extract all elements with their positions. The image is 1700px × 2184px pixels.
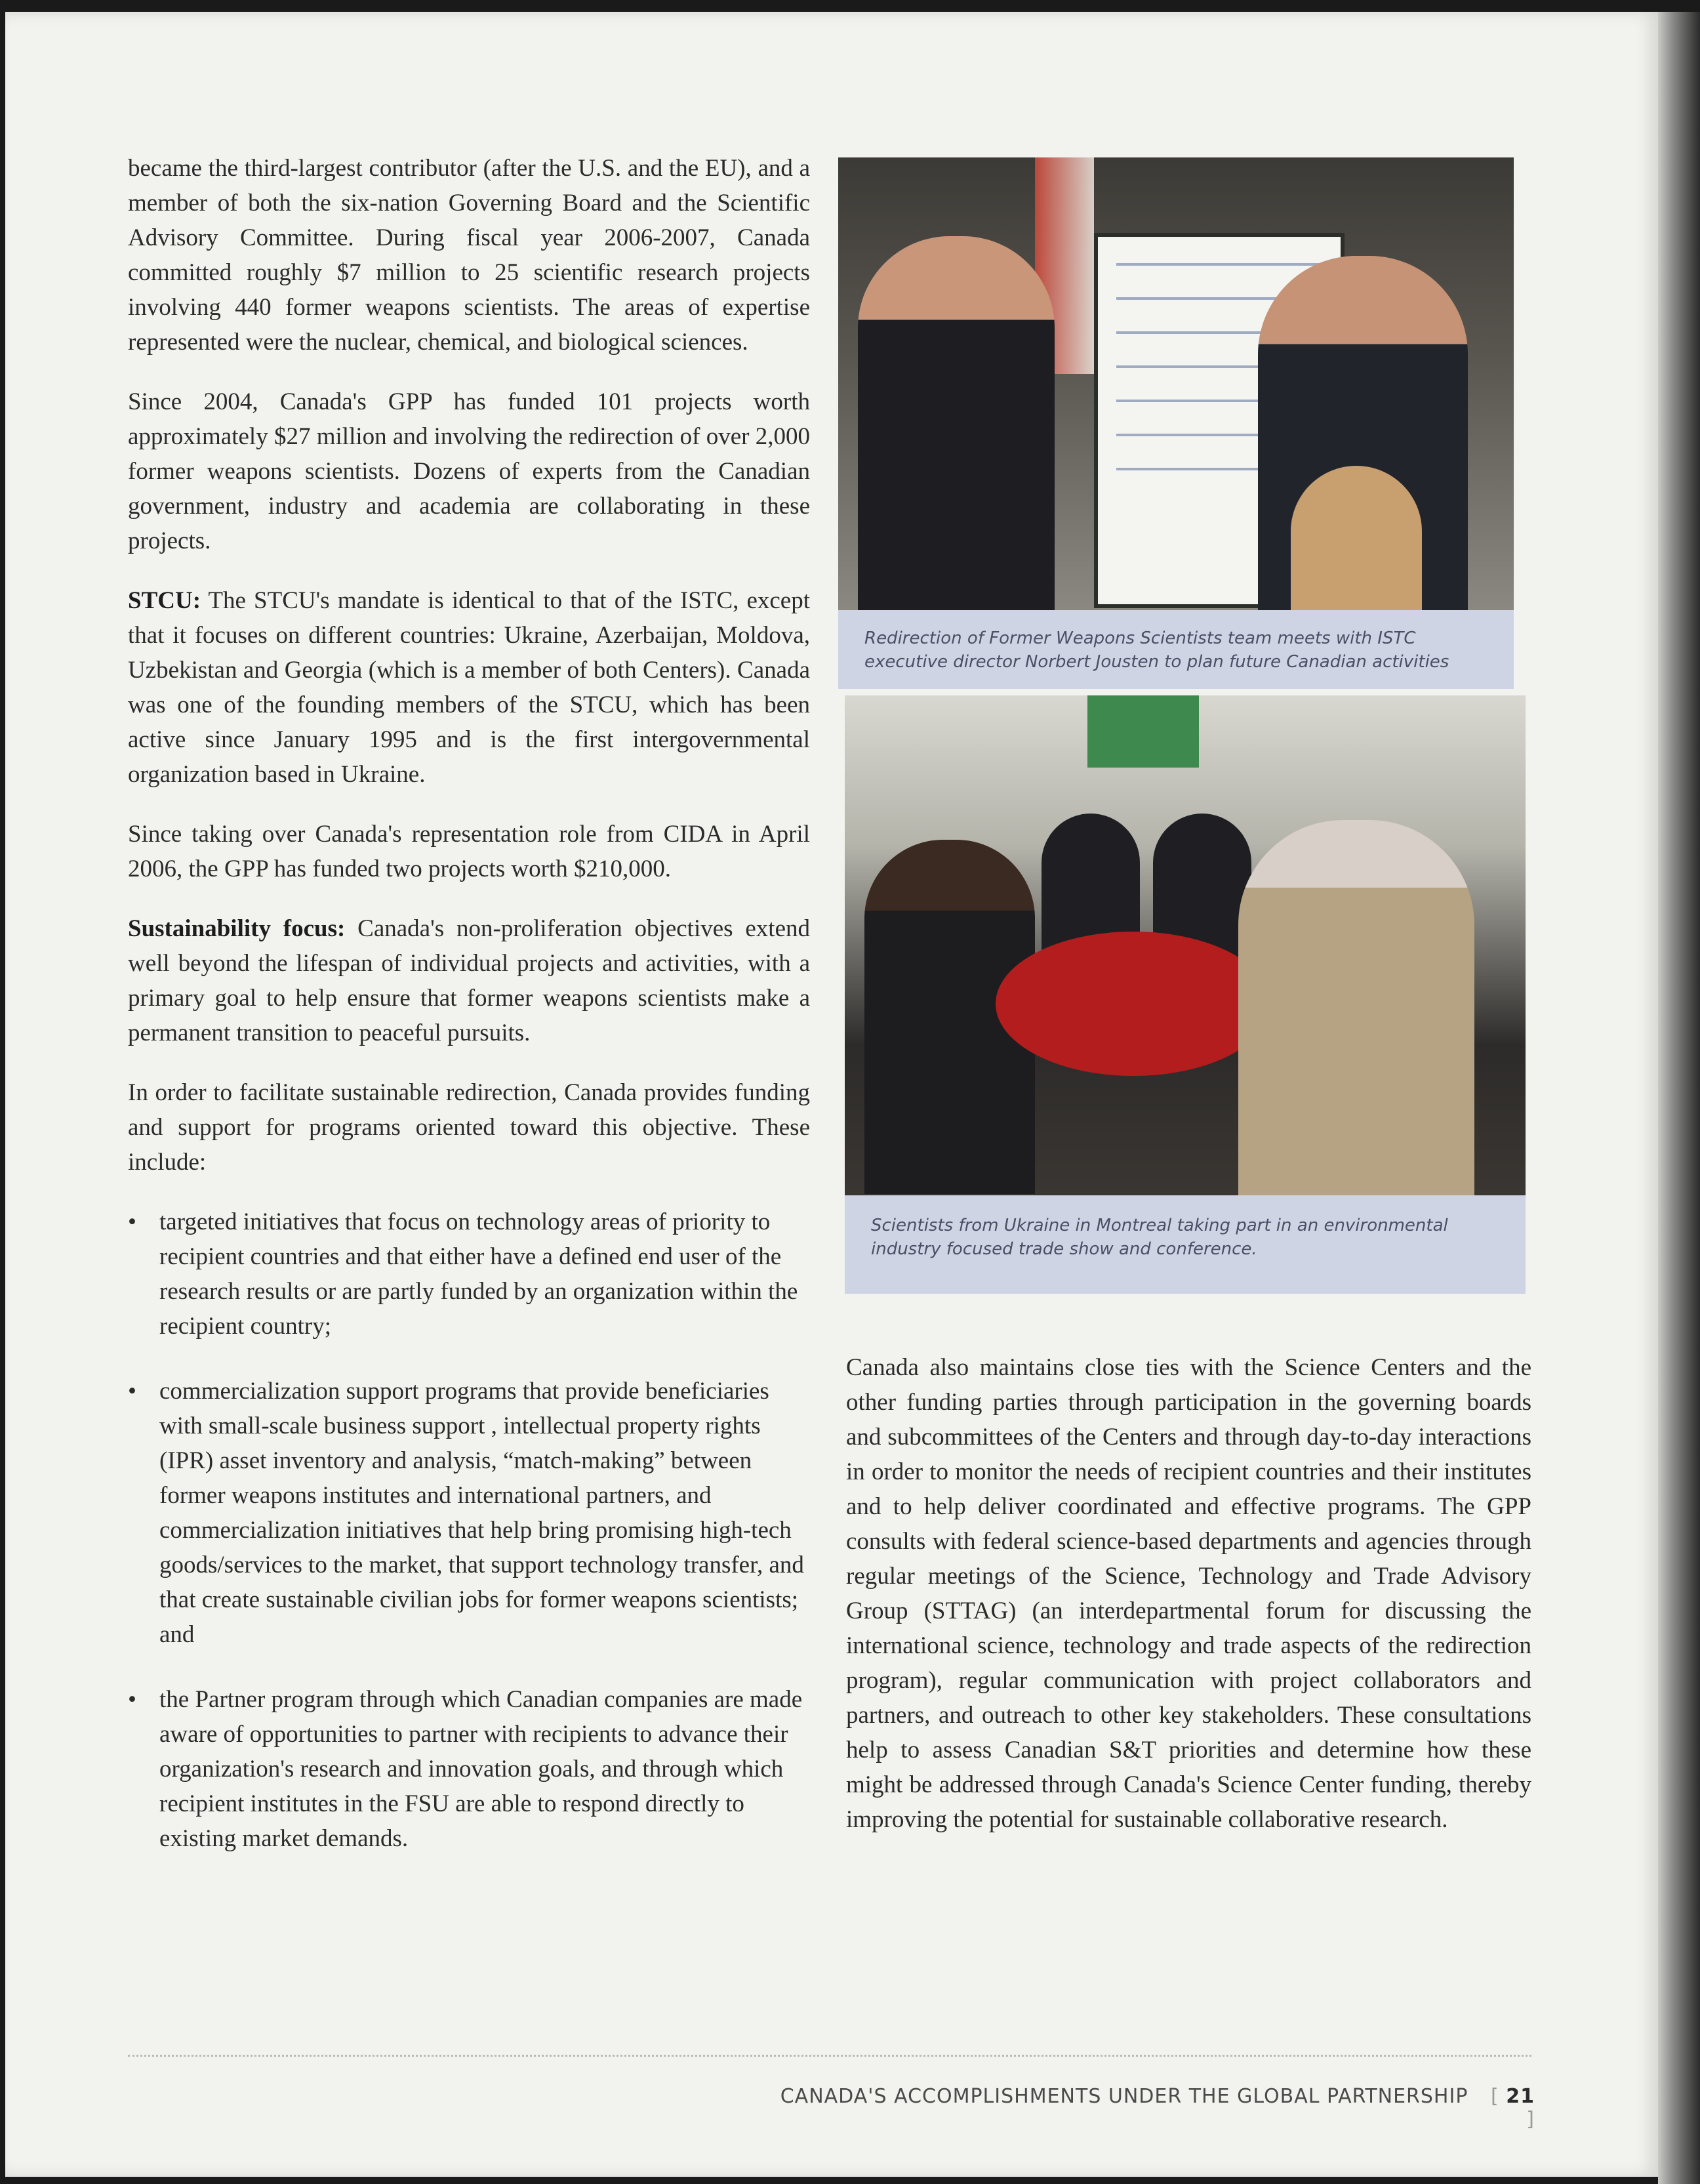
left-column	[128, 151, 810, 1886]
photo-trade-show	[845, 695, 1526, 1195]
bullet-item: • the Partner program through which Canadian companies are made aware of opportunities to partner with recipients to advance their organization's research and innovation goals, and through which recipient institutes in the FSU are able to respond directly to existing market demands.	[128, 1682, 810, 1856]
photo-caption: Redirection of Former Weapons Scientists team meets with ISTC executive director Norbert Jousten to plan future Canadian activities	[838, 610, 1514, 689]
paragraph: In order to facilitate sustainable redirection, Canada provides funding and support for programs oriented toward this objective. These include:	[128, 1079, 810, 1176]
green-banner	[1087, 695, 1199, 768]
page-number: 21	[1506, 2085, 1535, 2108]
paragraph-stcu	[128, 583, 810, 792]
footer-title: CANADA'S ACCOMPLISHMENTS UNDER THE GLOBAL PARTNERSHIP	[780, 2085, 1468, 2108]
paragraph-lead: Sustainability focus:	[128, 915, 346, 942]
paragraph: became the third-largest contributor (after the U.S. and the EU), and a member of both the six-nation Governing Board and the Scientific Advisory Committee. During fiscal year 2006-2007, Canada committed roughly $7 million to 25 scientific research projects involving 440 former weapons scientists. The areas of expertise represented were the nuclear, chemical, and biological sciences.	[128, 155, 810, 356]
paragraph-sustainability	[128, 911, 810, 1050]
paragraph: Canada also maintains close ties with the Science Centers and the other funding parties through participation in the governing boards and subcommittees of the Centers and through day-to-day interactions in order to monitor the needs of recipient countries and their institutes and to help deliver coordinated and effective programs. The GPP consults with federal science-based departments and agencies through regular meetings of the Science, Technology and Trade Advisory Group (STTAG) (an interdepartmental forum for discussing the international science, technology and trade aspects of the redirection program), regular communication with project collaborators and partners, and outreach to other key stakeholders. These consultations help to assess Canadian S&T priorities and determine how these might be addressed through Canada's Science Center funding, thereby improving the potential for sustainable collaborative research.	[846, 1354, 1531, 1833]
person-left	[858, 236, 1055, 610]
person-foreground	[1238, 820, 1474, 1195]
photo-meeting-flipchart	[838, 157, 1514, 610]
bullet-item: • targeted initiatives that focus on technology areas of priority to recipient countries and that either have a defined end user of the research results or are partly funded by an organization within the recipient country;	[128, 1205, 810, 1344]
bullet-list	[128, 1205, 810, 1856]
right-column	[846, 1350, 1531, 1837]
paragraph-body: The STCU's mandate is identical to that of the ISTC, except that it focuses on different countries: Ukraine, Azerbaijan, Moldova, Uzbekistan and Georgia (which is a member of both Centers). Canada was one of the founding members of the STCU, which has been active since January 1995 and is the first intergovernmental organization based in Ukraine.	[128, 587, 810, 788]
paragraph: Since taking over Canada's representation role from CIDA in April 2006, the GPP has funded two projects worth $210,000.	[128, 821, 810, 882]
page-number-group	[1491, 2085, 1535, 2131]
bracket: ]	[1526, 2108, 1535, 2131]
bullet-item: • commercialization support programs that provide beneficiaries with small-scale business support , intellectual property rights (IPR) asset inventory and analysis, “match-making” between former weapons institutes and international partners, and commercialization initiatives that help bring promising high-tech goods/services to the market, that support technology transfer, and that create sustainable civilian jobs for former weapons scientists; and	[128, 1374, 810, 1652]
person-foreground	[1291, 466, 1422, 610]
running-footer	[767, 2085, 1535, 2131]
bracket: [	[1490, 2085, 1499, 2108]
photo-caption: Scientists from Ukraine in Montreal taking part in an environmental industry focused trade show and conference.	[845, 1195, 1526, 1294]
paragraph-body: Canada's non-proliferation objectives extend well beyond the lifespan of individual projects and activities, with a primary goal to help ensure that former weapons scientists make a permanent transition to peaceful pursuits.	[128, 915, 811, 1046]
binding-edge	[1658, 12, 1700, 2184]
paragraph-lead: STCU:	[128, 587, 201, 614]
footer-divider	[128, 2055, 1531, 2057]
paragraph: Since 2004, Canada's GPP has funded 101 projects worth approximately $27 million and involving the redirection of over 2,000 former weapons scientists. Dozens of experts from the Canadian government, industry and academia are collaborating in these projects.	[128, 388, 810, 554]
red-table	[996, 932, 1271, 1076]
